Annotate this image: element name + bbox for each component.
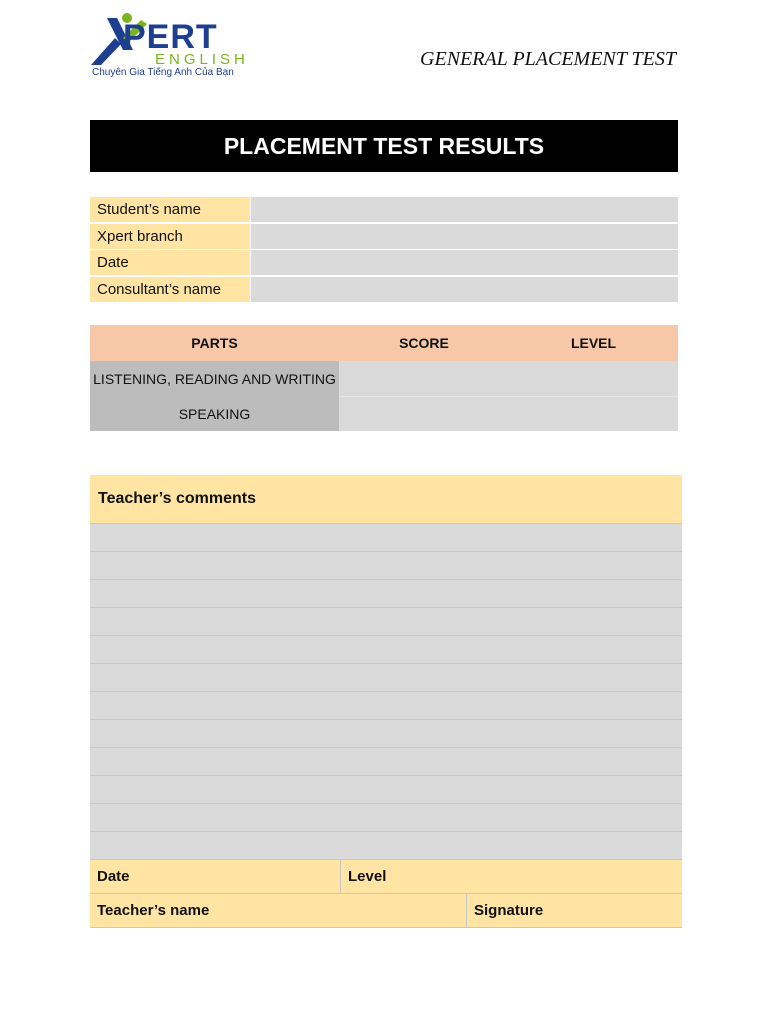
comment-line[interactable] — [90, 523, 682, 551]
comment-line[interactable] — [90, 775, 682, 803]
score-table — [90, 325, 678, 431]
footer-level-label: Level — [348, 868, 387, 885]
results-banner: PLACEMENT TEST RESULTS — [90, 120, 678, 172]
comment-line[interactable] — [90, 607, 682, 635]
info-row-branch — [90, 224, 678, 249]
student-name-field[interactable] — [251, 197, 678, 222]
column-header-score: SCORE — [399, 335, 449, 351]
column-header-parts: PARTS — [191, 335, 238, 351]
logo-subtitle: ENGLISH — [155, 51, 249, 68]
info-label: Student’s name — [90, 197, 250, 222]
info-row-date — [90, 250, 678, 275]
consultant-name-field[interactable] — [251, 277, 678, 302]
branch-field[interactable] — [251, 224, 678, 249]
date-level-row — [90, 859, 682, 893]
logo-tagline: Chuyên Gia Tiếng Anh Của Bạn — [92, 67, 234, 78]
comment-line[interactable] — [90, 579, 682, 607]
info-label: Date — [90, 250, 250, 275]
comment-line[interactable] — [90, 551, 682, 579]
date-field[interactable] — [251, 250, 678, 275]
comment-line[interactable] — [90, 803, 682, 831]
score-table-header — [90, 325, 678, 361]
part-label: LISTENING, READING AND WRITING — [90, 361, 339, 396]
info-label: Xpert branch — [90, 224, 250, 249]
comment-line[interactable] — [90, 635, 682, 663]
comment-line[interactable] — [90, 663, 682, 691]
score-level-field[interactable] — [339, 361, 678, 396]
footer-teacher-name-label: Teacher’s name — [90, 894, 467, 927]
comment-line[interactable] — [90, 747, 682, 775]
student-info-table — [90, 197, 678, 303]
info-row-student-name — [90, 197, 678, 222]
document-title: GENERAL PLACEMENT TEST — [420, 48, 676, 70]
footer-date-label: Date — [90, 860, 341, 893]
comments-title: Teacher’s comments — [90, 475, 682, 523]
table-row — [90, 361, 678, 396]
footer-signature-label: Signature — [474, 902, 544, 919]
part-label: SPEAKING — [90, 396, 339, 431]
xpert-logo — [89, 10, 259, 82]
logo-wordmark: PERT — [123, 18, 218, 56]
comment-line[interactable] — [90, 691, 682, 719]
info-label: Consultant’s name — [90, 277, 250, 302]
column-header-level: LEVEL — [570, 335, 617, 351]
info-row-consultant — [90, 277, 678, 302]
score-level-field[interactable] — [339, 396, 678, 431]
teacher-signature-row — [90, 893, 682, 928]
table-row — [90, 396, 678, 431]
teacher-comments-section — [90, 475, 682, 928]
comment-line[interactable] — [90, 719, 682, 747]
comment-line[interactable] — [90, 831, 682, 859]
